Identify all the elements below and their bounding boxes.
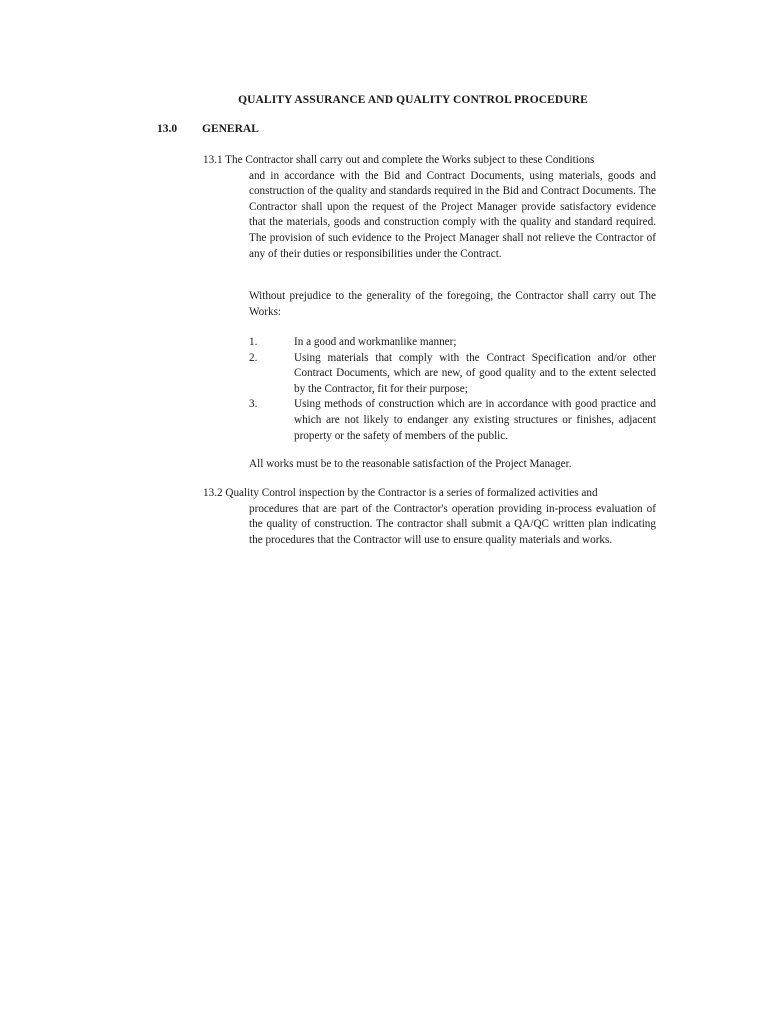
list-item-text: Using materials that comply with the Contract Specification and/or other Contract Documents, which are new, of good quality and to the extent selected by the Contractor, fit for their purpose;	[294, 351, 656, 395]
list-item-number: 1.	[249, 336, 258, 348]
section-heading	[157, 122, 259, 138]
clause-13-1	[203, 153, 656, 262]
intro-paragraph: Without prejudice to the generality of the foregoing, the Contractor shall carry out The Works:	[249, 290, 656, 318]
clause-13-2	[203, 486, 656, 548]
clause-13-2-body: procedures that are part of the Contractor's operation providing in-process evaluation of the quality of construction. The contractor shall submit a QA/QC written plan indicating the procedures that the Contractor will use to ensure quality materials and works.	[249, 502, 656, 546]
list-item-number: 3.	[249, 398, 258, 411]
closing-paragraph: All works must be to the reasonable satisfaction of the Project Manager.	[249, 458, 572, 470]
list-item-text: Using methods of construction which are in accordance with good practice and which are not likely to endanger any existing structures or finishes, adjacent property or the safety of members of the public.	[294, 398, 656, 442]
clause-13-2-lead: 13.2 Quality Control inspection by the Contractor is a series of formalized activities and	[203, 487, 598, 499]
works-list	[249, 335, 656, 444]
section-title: GENERAL	[202, 123, 259, 135]
document-title: QUALITY ASSURANCE AND QUALITY CONTROL PROCEDURE	[238, 94, 588, 106]
list-item-text: In a good and workmanlike manner;	[294, 336, 457, 348]
clause-13-1-body: and in accordance with the Bid and Contract Documents, using materials, goods and construction of the quality and standards required in the Bid and Contract Documents. The Contractor shall upon the request of the Project Manager provide satisfactory evidence that the materials, goods and construction comply with the quality and standard required. The provision of such evidence to the Project Manager shall not relieve the Contractor of any of their duties or responsibilities under the Contract.	[249, 169, 656, 260]
list-item	[249, 397, 656, 444]
list-item	[249, 351, 656, 398]
clause-13-1-lead: 13.1 The Contractor shall carry out and complete the Works subject to these Conditions	[203, 154, 595, 166]
list-item	[249, 335, 656, 351]
section-number: 13.0	[157, 123, 178, 135]
list-item-number: 2.	[249, 351, 258, 364]
